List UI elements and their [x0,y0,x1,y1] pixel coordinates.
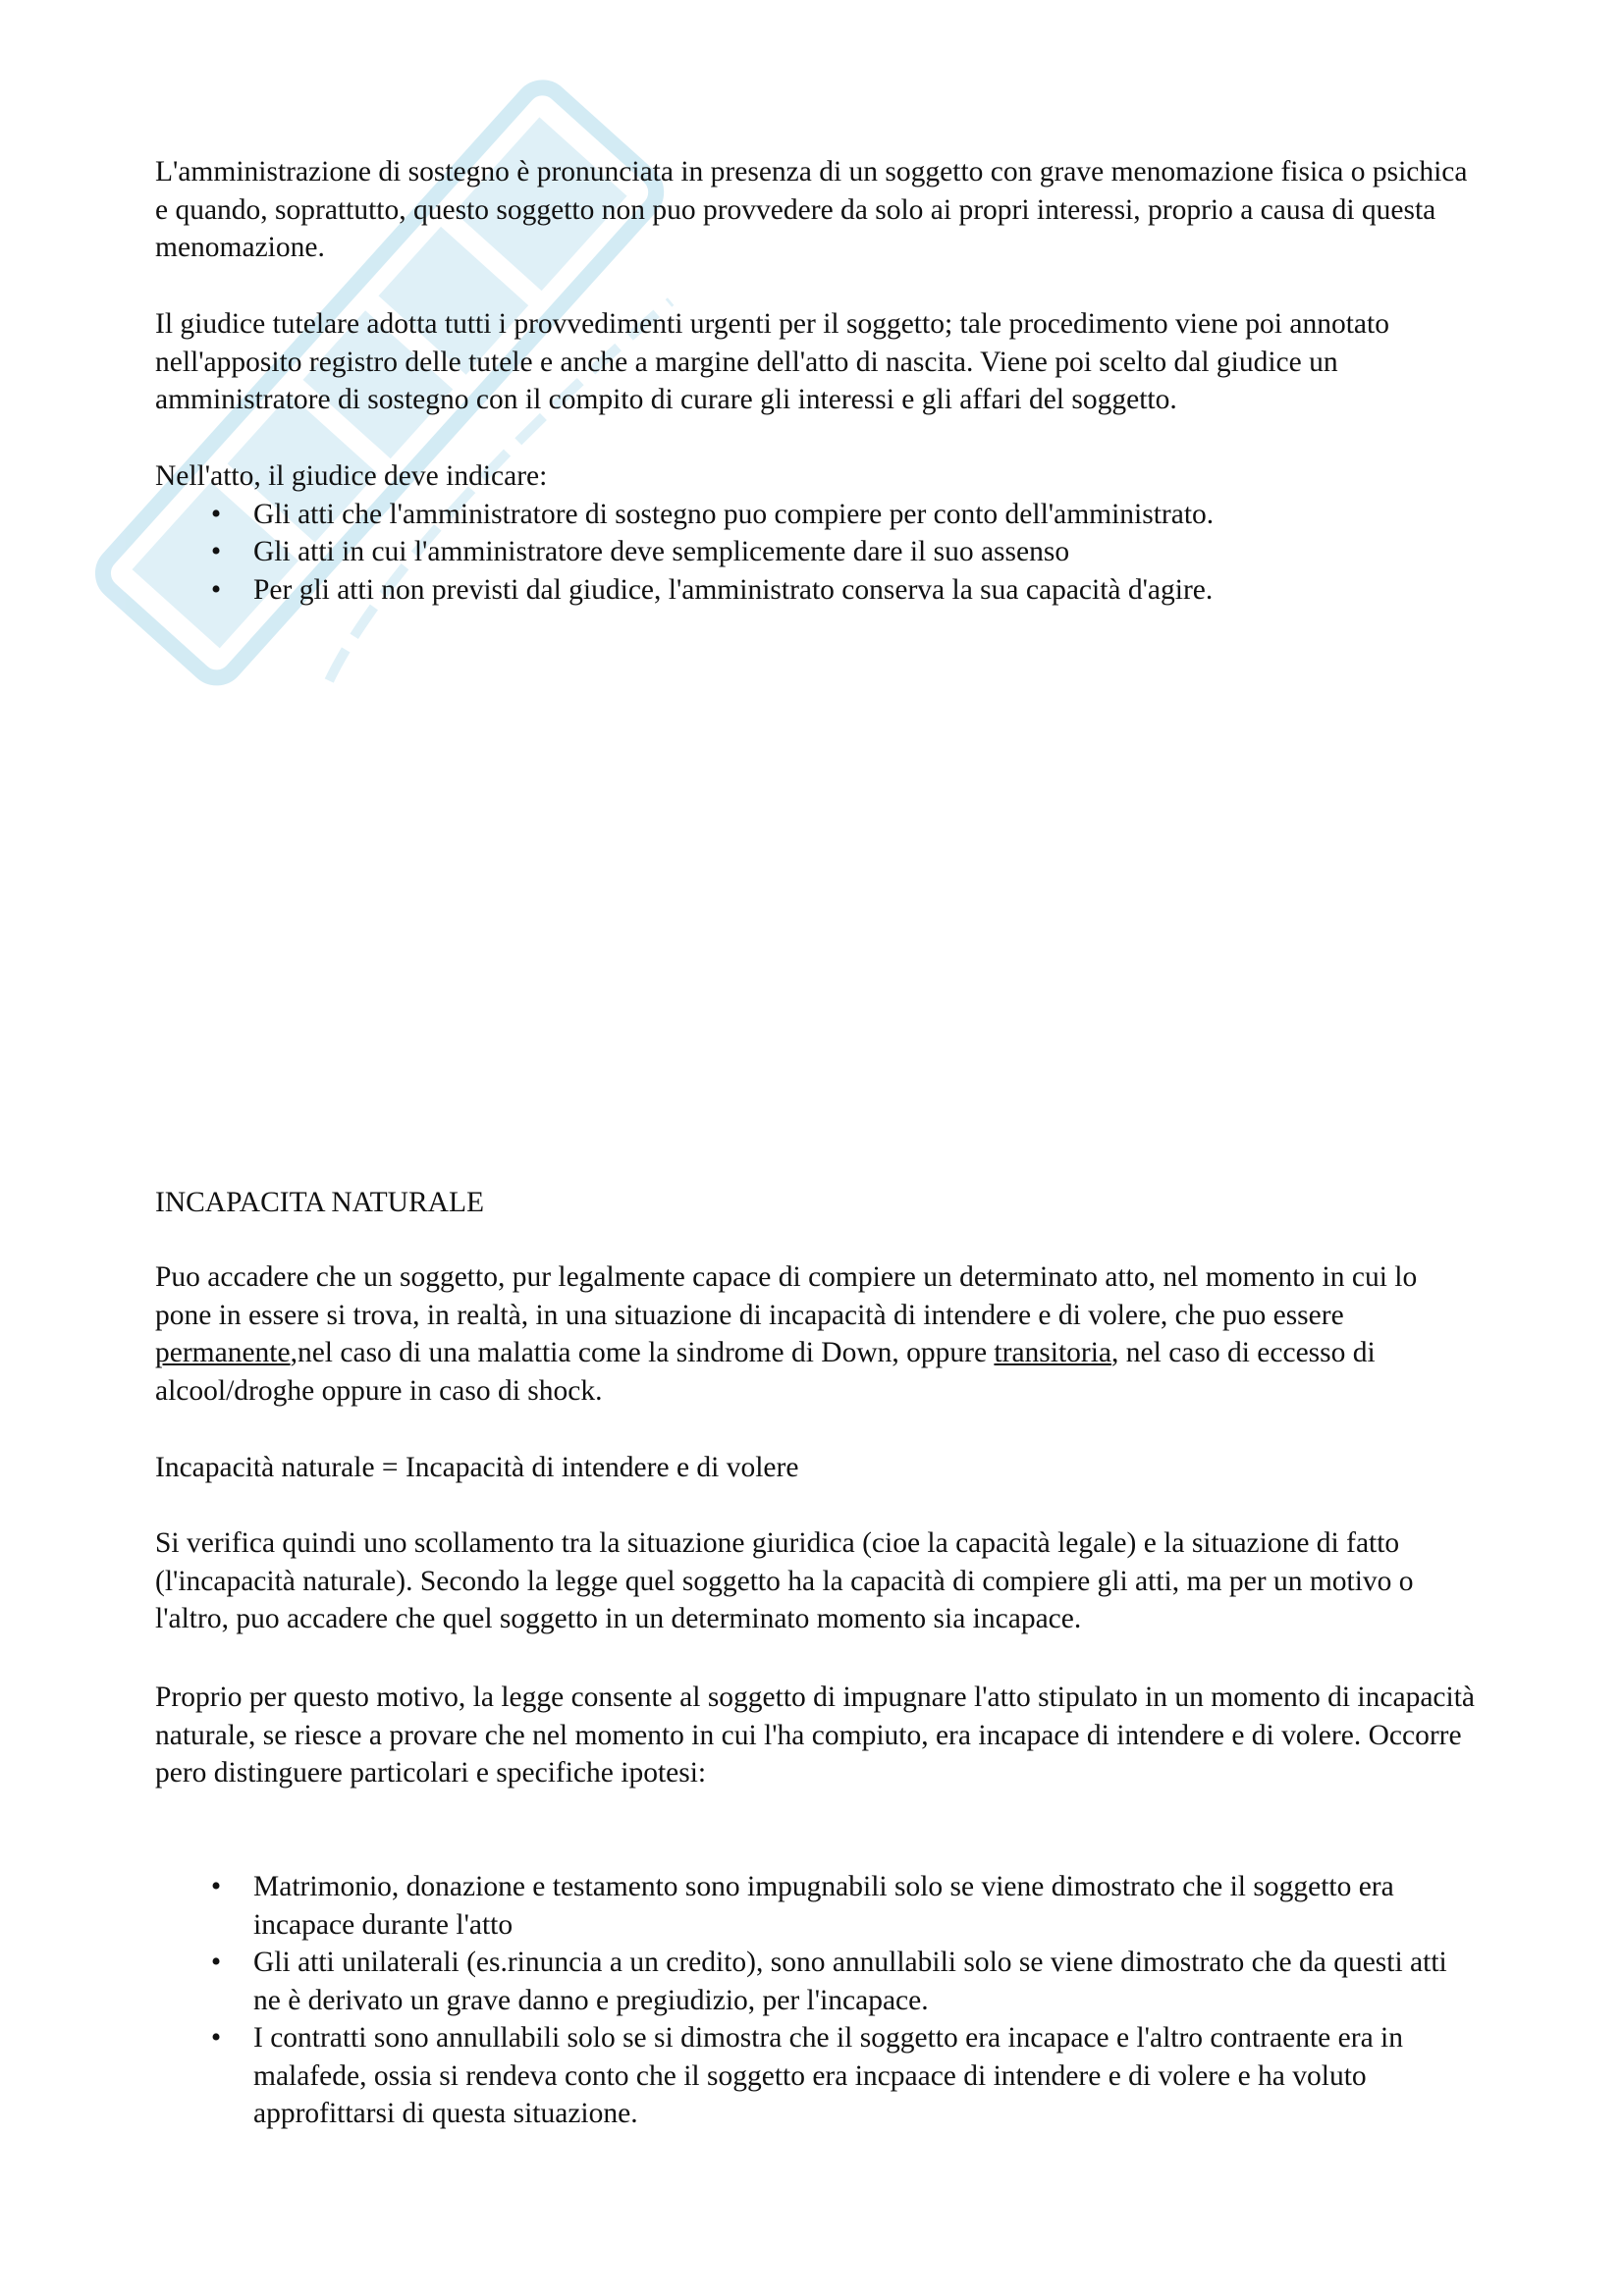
paragraph-incapacita-definizione [155,1258,1476,1410]
ipotesi-list [155,1868,1476,2133]
text-run: Puo accadere che un soggetto, pur legalmente capace di compiere un determinato atto, nel momento in cui lo pone in essere si trova, in realtà, in una situazione di incapacità di intendere e di volere, che puo essere [155,1261,1418,1331]
underlined-term-transitoria: transitoria [994,1337,1112,1368]
list-item [155,533,1476,571]
paragraph-giudice-tutelare: Il giudice tutelare adotta tutti i provvedimenti urgenti per il soggetto; tale procedimento viene poi annotato nell'apposito registro delle tutele e anche a margine dell'atto di nascita. Viene poi scelto dal giudice un amministratore di sostegno con il compito di curare gli interessi e gli affari del soggetto. [155,308,1389,415]
list-item [155,1944,1476,2019]
bullet-icon: • [210,1871,222,1902]
atto-indicazioni-section [155,457,1476,609]
list-item-text: Gli atti che l'amministratore di sostegno puo compiere per conto dell'amministrato. [253,498,1215,530]
bullet-icon: • [210,536,222,567]
paragraph-equazione: Incapacità naturale = Incapacità di intendere e di volere [155,1452,799,1483]
list-item-text: Gli atti unilaterali (es.rinuncia a un credito), sono annullabili solo se viene dimostrato che da questi atti ne è derivato un grave danno e pregiudizio, per l'incapace. [253,1947,1447,2016]
list-item-text: Per gli atti non previsti dal giudice, l'amministrato conserva la sua capacità d'agire. [253,573,1214,606]
paragraph-amministrazione-sostegno: L'amministrazione di sostegno è pronunciata in presenza di un soggetto con grave menomazione fisica o psichica e quando, soprattutto, questo soggetto non puo provvedere da solo ai propri interessi, proprio a causa di questa menomazione. [155,156,1468,263]
list-item-text: Matrimonio, donazione e testamento sono impugnabili solo se viene dimostrato che il soggetto era incapace durante l'atto [253,1871,1394,1941]
bullet-icon: • [210,498,222,530]
list-item-text: Gli atti in cui l'amministratore deve semplicemente dare il suo assenso [253,536,1070,567]
section-heading-incapacita-naturale: INCAPACITA NATURALE [155,1187,485,1218]
atto-indicazioni-list [155,496,1476,610]
list-item [155,571,1476,610]
paragraph-atto-intro: Nell'atto, il giudice deve indicare: [155,460,548,492]
list-item-text: I contratti sono annullabili solo se si dimostra che il soggetto era incapace e l'altro contraente era in malafede, ossia si rendeva conto che il soggetto era incpaace di intendere e di volere e ha voluto approfittarsi di questa situazione. [253,2022,1403,2129]
text-run: , nel caso di eccesso di alcool/droghe oppure in caso di shock. [155,1337,1376,1407]
underlined-term-permanente: permanente [155,1337,291,1368]
paragraph-scollamento: Si verifica quindi uno scollamento tra la situazione giuridica (cioe la capacità legale) e la situazione di fatto (l'incapacità naturale). Secondo la legge quel soggetto ha la capacità di compiere gli atti, ma per un motivo o l'altro, puo accadere che quel soggetto in un determinato momento sia incapace. [155,1527,1414,1634]
list-item [155,1868,1476,1944]
bullet-icon: • [210,1947,222,1978]
list-item [155,496,1476,534]
bullet-icon: • [210,573,222,606]
bullet-icon: • [210,2022,222,2054]
paragraph-impugnazione: Proprio per questo motivo, la legge consente al soggetto di impugnare l'atto stipulato in un momento di incapacità naturale, se riesce a provare che nel momento in cui l'ha compiuto, era incapace di intendere e di volere. Occorre pero distinguere particolari e specifiche ipotesi: [155,1682,1475,1789]
list-item [155,2019,1476,2133]
text-run: ,nel caso di una malattia come la sindrome di Down, oppure [290,1337,995,1368]
